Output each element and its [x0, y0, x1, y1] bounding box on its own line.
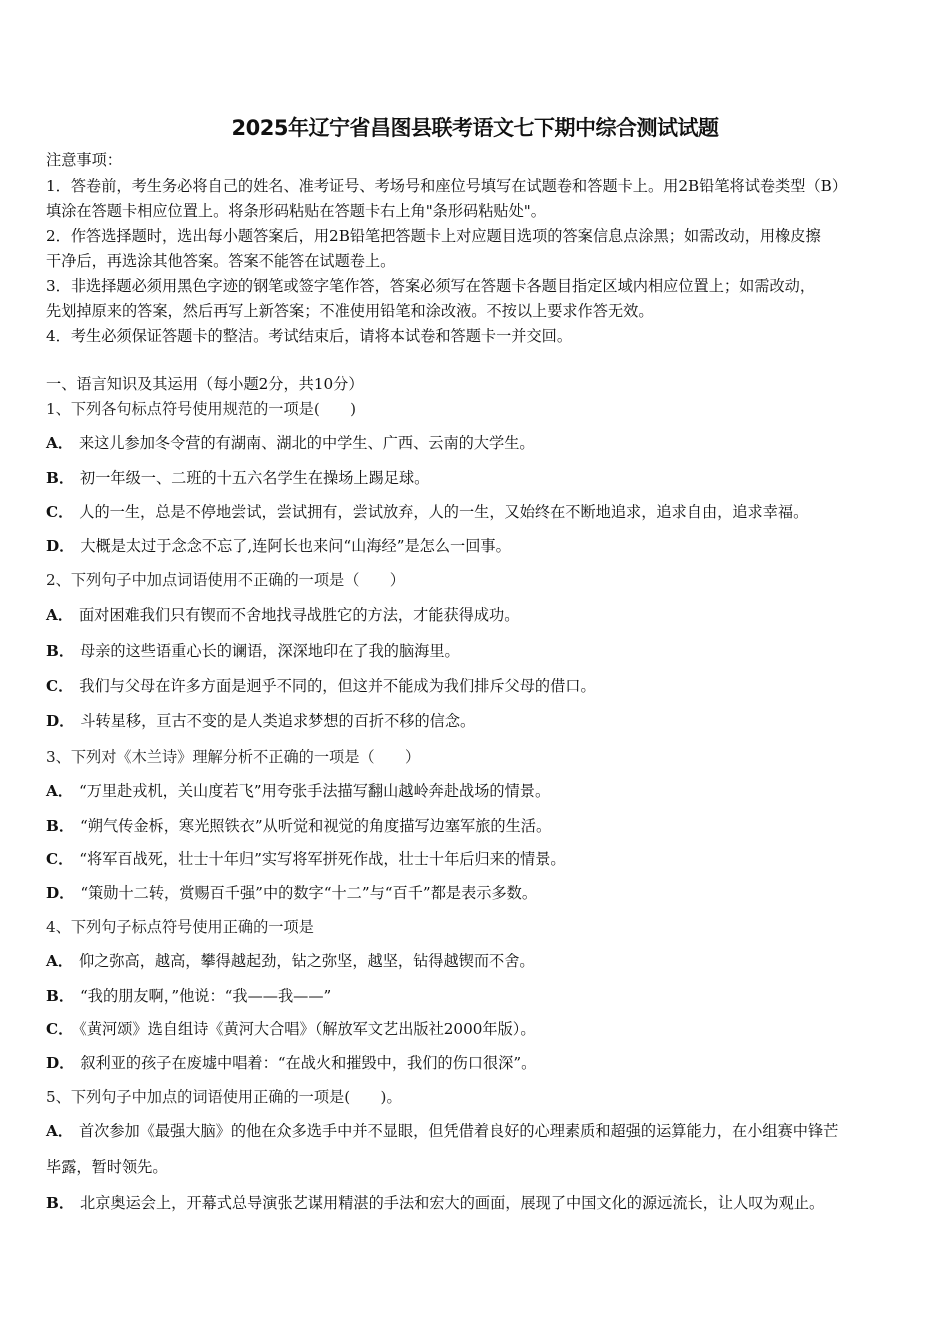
option-label: A． [46, 1122, 73, 1140]
option-text: 我们与父母在许多方面是迥乎不同的，但这并不能成为我们排斥父母的借口。 [79, 677, 596, 695]
answer-option [46, 849, 566, 869]
option-text: 母亲的这些语重心长的谰语，深深地印在了我的脑海里。 [80, 642, 460, 660]
option-text: 仰之弥高，越高，攀得越起劲，钻之弥坚，越坚，钻得越锲而不舍。 [78, 952, 535, 970]
answer-option [46, 502, 808, 522]
option-text: 北京奥运会上，开幕式总导演张艺谋用精湛的手法和宏大的画面，展现了中国文化的源远流长，让人叹为观止。 [80, 1194, 825, 1212]
option-label: D． [46, 884, 75, 902]
question-stem: 2、下列句子中加点词语使用不正确的一项是（ ） [46, 571, 405, 589]
option-text: “我的朋友啊，”他说：“我——我——” [80, 987, 332, 1005]
option-text: 来这儿参加冬令营的有湖南、湖北的中学生、广西、云南的大学生。 [78, 434, 535, 452]
notice-line: 先划掉原来的答案，然后再写上新答案；不准使用铅笔和涂改液。不按以上要求作答无效。 [46, 302, 654, 320]
option-label: B． [46, 817, 75, 835]
answer-option [46, 536, 511, 556]
option-label: A． [46, 952, 73, 970]
option-text: 叙利亚的孩子在废墟中唱着：“在战火和摧毁中，我们的伤口很深”。 [80, 1054, 537, 1072]
answer-option [46, 951, 535, 971]
option-text: “策勋十二转，赏赐百千强”中的数字“十二”与“百千”都是表示多数。 [80, 884, 538, 902]
option-label: C． [46, 850, 74, 868]
notice-line: 3．非选择题必须用黑色字迹的钢笔或签字笔作答，答案必须写在答题卡各题目指定区域内相应位置上；如需改动， [46, 277, 816, 295]
notice-line: 填涂在答题卡相应位置上。将条形码粘贴在答题卡右上角"条形码粘贴处"。 [46, 202, 546, 220]
notice-line: 干净后，再选涂其他答案。答案不能答在试题卷上。 [46, 252, 396, 270]
option-label: C． [46, 503, 74, 521]
option-text: “万里赴戎机，关山度若飞”用夸张手法描写翻山越岭奔赴战场的情景。 [78, 782, 551, 800]
option-label: B． [46, 1194, 75, 1212]
section-heading: 一、语言知识及其运用（每小题2分，共10分） [46, 375, 364, 393]
answer-option [46, 676, 596, 696]
option-text: 首次参加《最强大脑》的他在众多选手中并不显眼，但凭借着良好的心理素质和超强的运算能力，在小组赛中锋芒 [78, 1122, 839, 1140]
question-stem: 3、下列对《木兰诗》理解分析不正确的一项是（ ） [46, 748, 421, 766]
question-stem: 1、下列各句标点符号使用规范的一项是( ) [46, 400, 357, 418]
option-text: 斗转星移，亘古不变的是人类追求梦想的百折不移的信念。 [80, 712, 476, 730]
answer-option [46, 641, 460, 661]
answer-option [46, 605, 519, 625]
answer-option [46, 1121, 838, 1141]
option-label: C． [46, 677, 74, 695]
option-text: 面对困难我们只有锲而不舍地找寻战胜它的方法，才能获得成功。 [78, 606, 520, 624]
option-text: 人的一生，总是不停地尝试，尝试拥有，尝试放弃，人的一生，又始终在不断地追求，追求自由，追求幸福。 [79, 503, 809, 521]
option-label: C． [46, 1020, 74, 1038]
answer-option [46, 883, 537, 903]
option-text: “朔气传金柝，寒光照铁衣”从听觉和视觉的角度描写边塞军旅的生活。 [80, 817, 552, 835]
option-label: D． [46, 537, 75, 555]
answer-option-continued: 毕露，暂时领先。 [46, 1158, 168, 1176]
notice-line: 1．答卷前，考生务必将自己的姓名、准考证号、考场号和座位号填写在试题卷和答题卡上。用2B铅笔将试卷类型（B） [46, 177, 848, 195]
document-title: 2025年辽宁省昌图县联考语文七下期中综合测试试题 [231, 116, 719, 140]
answer-option [46, 433, 535, 453]
answer-option [46, 711, 475, 731]
option-text: 大概是太过于念念不忘了,连阿长也来问“山海经”是怎么一回事。 [80, 537, 511, 555]
question-stem: 5、下列句子中加点的词语使用正确的一项是( )。 [46, 1088, 402, 1106]
option-label: A． [46, 782, 73, 800]
option-text: 初一年级一、二班的十五六名学生在操场上踢足球。 [80, 469, 430, 487]
answer-option [46, 781, 550, 801]
option-label: A． [46, 434, 73, 452]
answer-option [46, 1019, 536, 1039]
option-text: 《黄河颂》选自组诗《黄河大合唱》（解放军文艺出版社2000年版）。 [79, 1020, 536, 1038]
option-label: D． [46, 1054, 75, 1072]
notice-heading: 注意事项： [46, 151, 122, 169]
answer-option [46, 1193, 824, 1213]
answer-option [46, 986, 331, 1006]
option-label: B． [46, 469, 75, 487]
option-label: B． [46, 987, 75, 1005]
answer-option [46, 468, 429, 488]
option-label: D． [46, 712, 75, 730]
notice-line: 4．考生必须保证答题卡的整洁。考试结束后，请将本试卷和答题卡一并交回。 [46, 327, 573, 345]
question-stem: 4、下列句子标点符号使用正确的一项是 [46, 918, 314, 936]
option-label: A． [46, 606, 73, 624]
option-text: “将军百战死，壮士十年归”实写将军拼死作战，壮士十年后归来的情景。 [79, 850, 566, 868]
notice-line: 2．作答选择题时，选出每小题答案后，用2B铅笔把答题卡上对应题目选项的答案信息点涂黑；如需改动，用橡皮擦 [46, 227, 821, 245]
answer-option [46, 816, 551, 836]
option-label: B． [46, 642, 75, 660]
answer-option [46, 1053, 536, 1073]
